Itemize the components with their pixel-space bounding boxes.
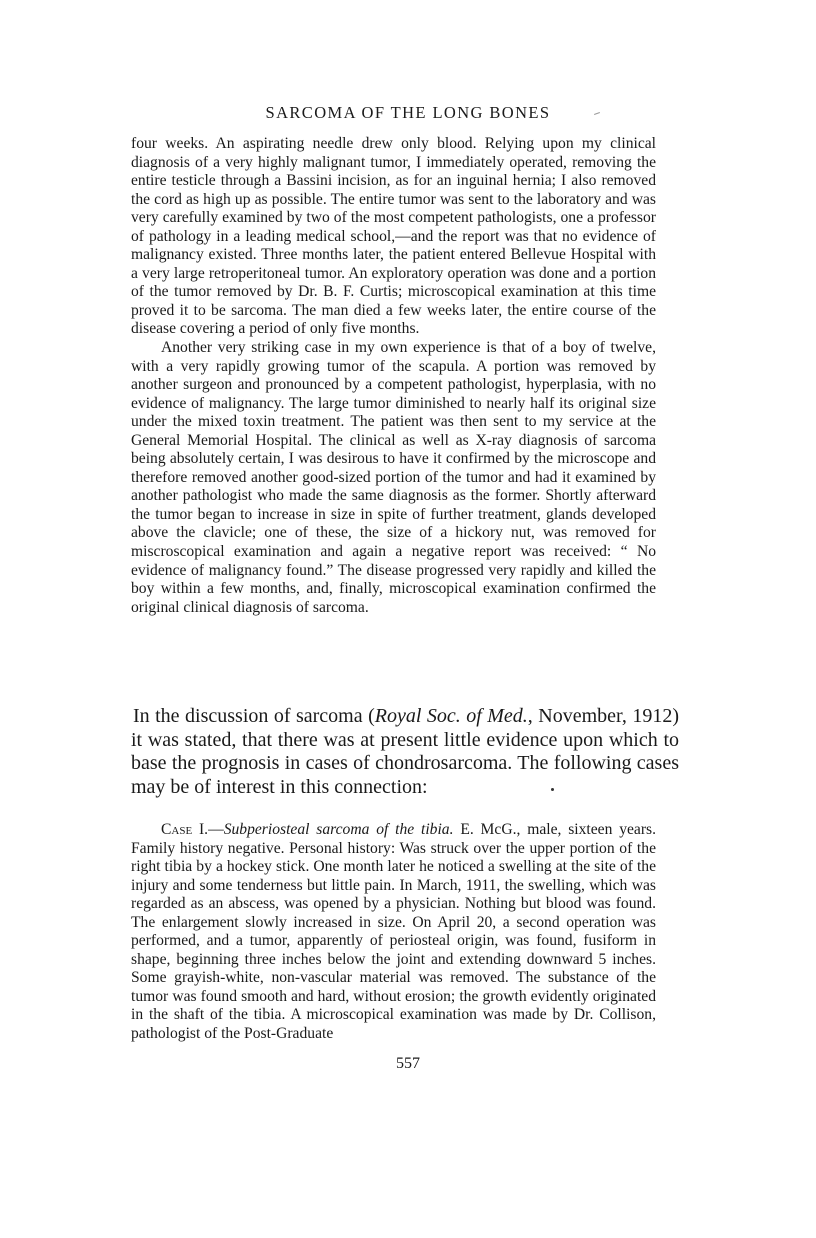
discussion-text-after: , November, 1912) it was stated, that there was at present little evidence upon which to base the prognosis in cases of chondrosarcoma. The following cases may be of interest in this connection: bbox=[131, 705, 680, 799]
case-report-paragraph-1: four weeks. An aspirating needle drew only blood. Relying upon my clinical diagnosis of a very highly malignant tumor, I immediately operated, removing the entire testicle through a Bassini incision, as for an inguinal hernia; I also removed the cord as high up as possible. The entire tumor was sent to the laboratory and was very carefully examined by two of the most competent pathologists, one a professor of pathology in a leading medical school,—and the report was that no evidence of malignancy existed. Three months later, the patient entered Bellevue Hospital with a very large retroperitoneal tumor. An exploratory operation was done and a portion of the tumor removed by Dr. B. F. Curtis; microscopical examination at this time proved it to be sarcoma. The man died a few weeks later, the entire course of the disease covering a period of only five months. bbox=[131, 135, 656, 338]
case-one-body: E. McG., male, sixteen years. Family history negative. Personal history: Was struck over the upper portion of the right tibia by a hockey stick. One month later he noticed a swelling at the site of the injury and some tenderness but little pain. In March, 1911, the swelling, which was regarded as an abscess, was opened by a physician. Nothing but blood was found. The enlargement slowly increased in size. On April 20, a second operation was performed, and a tumor, apparently of periosteal origin, was found, fusiform in shape, beginning three inches below the joint and extending downward 5 inches. Some grayish-white, non-vascular material was removed. The substance of the tumor was found smooth and hard, without erosion; the growth evidently originated in the shaft of the tibia. A microscopical examination was made by Dr. Collison, pathologist of the Post-Graduate bbox=[131, 821, 657, 1043]
case-report-paragraph-2: Another very striking case in my own experience is that of a boy of twelve, with a very rapidly growing tumor of the scapula. A portion was removed by another surgeon and pronounced by a competent pathologist, hyperplasia, with no evidence of malignancy. The large tumor diminished to nearly half its original size under the mixed toxin treatment. The patient was then sent to my service at the General Memorial Hospital. The clinical as well as X-ray diagnosis of sarcoma being absolutely certain, I was desirous to have it confirmed by the microscope and therefore removed another good-sized portion of the tumor and had it examined by another pathologist who made the same diagnosis as the former. Shortly afterward the tumor began to increase in size in spite of further treatment, glands developed above the clavicle; one of these, the size of a hickory nut, was removed for miscroscopical examination and again a negative report was received: “ No evidence of malignancy found.” The disease progressed very rapidly and killed the boy within a few months, and, finally, microscopical examination confirmed the original clinical diagnosis of sarcoma. bbox=[131, 339, 656, 616]
stray-dot bbox=[551, 788, 554, 791]
case-report-section bbox=[131, 135, 656, 617]
page-number: 557 bbox=[396, 1055, 420, 1072]
case-one-section bbox=[131, 821, 656, 1044]
running-head-title: SARCOMA OF THE LONG BONES bbox=[265, 103, 551, 122]
case-one-label: Case I. bbox=[161, 821, 209, 838]
case-one-paragraph bbox=[131, 821, 656, 1044]
discussion-section bbox=[131, 705, 679, 800]
case-one-title: Subperiosteal sarcoma of the tibia. bbox=[223, 821, 454, 838]
discussion-paragraph bbox=[131, 705, 679, 800]
case-one-separator: — bbox=[208, 821, 224, 838]
discussion-text-before: In the discussion of sarcoma ( bbox=[133, 705, 375, 727]
journal-citation: Royal Soc. of Med. bbox=[374, 705, 528, 727]
